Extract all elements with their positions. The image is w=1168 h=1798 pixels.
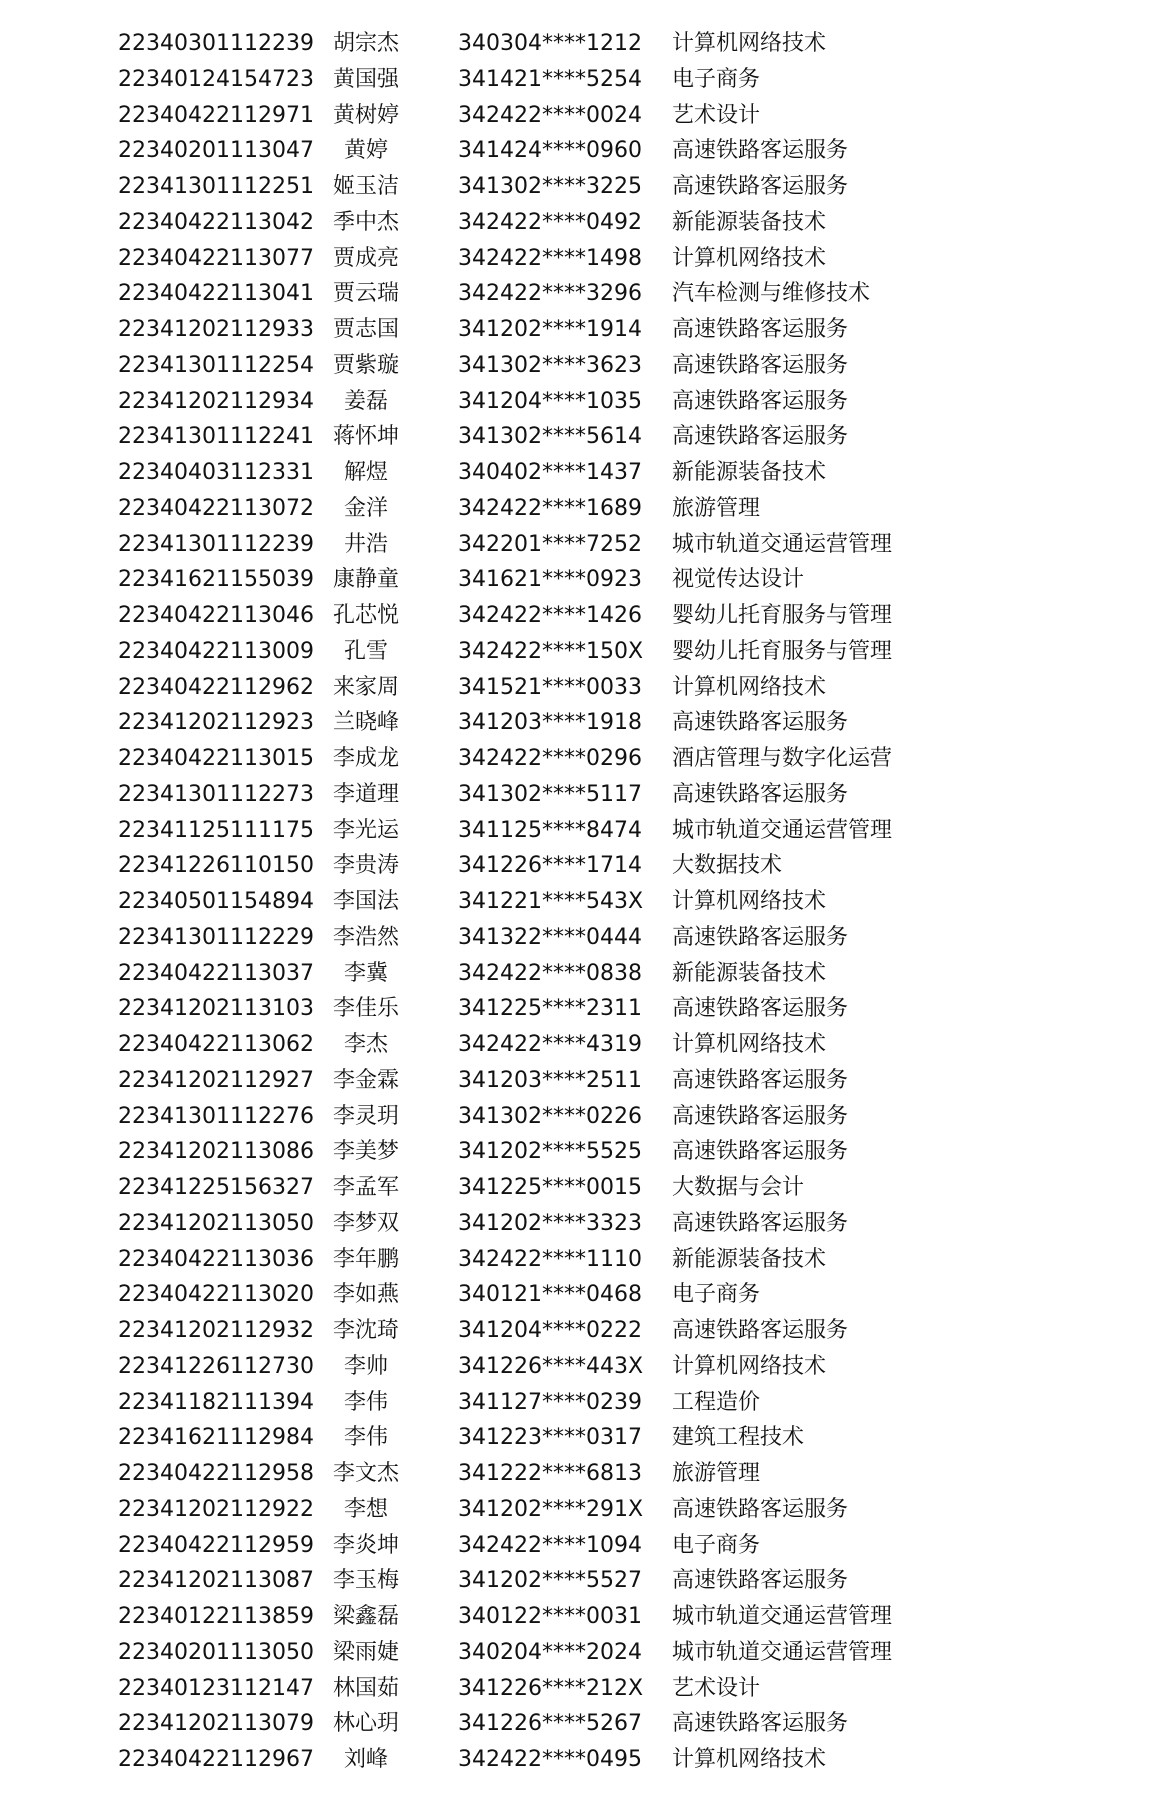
student-id: 22340422113037 — [118, 960, 314, 986]
major-name: 工程造价 — [672, 1389, 761, 1415]
student-id: 22340422112967 — [118, 1747, 314, 1772]
list-item — [0, 705, 1168, 741]
list-item — [0, 991, 1168, 1027]
student-name: 解煜 — [343, 460, 388, 485]
student-name: 李想 — [343, 1496, 388, 1522]
id-card-number: 341302****3623 — [458, 352, 642, 378]
student-name: 井浩 — [343, 531, 388, 557]
student-name: 林心玥 — [332, 1711, 399, 1737]
id-card-number: 342422****1110 — [458, 1246, 642, 1272]
list-item — [0, 1671, 1168, 1707]
id-card-number: 341222****6813 — [458, 1461, 642, 1486]
student-id: 22341125111175 — [118, 817, 314, 843]
list-item — [0, 1099, 1168, 1135]
id-card-number: 342422****150X — [458, 638, 644, 664]
student-name: 刘峰 — [343, 1747, 388, 1772]
id-card-number: 340204****2024 — [458, 1639, 642, 1665]
major-name: 城市轨道交通运营管理 — [672, 531, 893, 557]
id-card-number: 341223****0317 — [458, 1425, 642, 1451]
list-item — [0, 562, 1168, 598]
list-item — [0, 1528, 1168, 1564]
id-card-number: 341202****291X — [458, 1496, 644, 1522]
id-card-number: 342422****0296 — [458, 746, 642, 771]
list-item — [0, 1599, 1168, 1635]
id-card-number: 341226****443X — [458, 1353, 644, 1379]
student-id: 22340301112239 — [118, 31, 314, 56]
student-name: 李道理 — [332, 781, 399, 807]
major-name: 艺术设计 — [672, 1675, 761, 1701]
id-card-number: 341204****1035 — [458, 388, 642, 414]
major-name: 艺术设计 — [672, 102, 761, 128]
student-name: 黄树婷 — [332, 102, 399, 128]
student-id: 22341621112984 — [118, 1425, 314, 1451]
student-id: 22341301112273 — [118, 781, 314, 807]
list-item — [0, 98, 1168, 134]
id-card-number: 342422****4319 — [458, 1032, 642, 1057]
student-name: 季中杰 — [332, 209, 399, 235]
id-card-number: 341226****1714 — [458, 853, 642, 879]
id-card-number: 342422****0492 — [458, 209, 642, 235]
student-id: 22341202113050 — [118, 1210, 314, 1236]
major-name: 旅游管理 — [672, 1461, 761, 1486]
major-name: 婴幼儿托育服务与管理 — [672, 603, 893, 628]
id-card-number: 342422****0024 — [458, 102, 642, 128]
list-item — [0, 62, 1168, 98]
student-id: 22341301112251 — [118, 174, 314, 199]
student-id: 22340422113036 — [118, 1246, 314, 1272]
id-card-number: 340121****0468 — [458, 1282, 642, 1308]
list-item — [0, 1420, 1168, 1456]
student-name: 姬玉洁 — [332, 174, 399, 199]
list-item — [0, 598, 1168, 634]
id-card-number: 341226****5267 — [458, 1711, 642, 1737]
major-name: 高速铁路客运服务 — [672, 1210, 849, 1236]
id-card-number: 341421****5254 — [458, 66, 642, 92]
student-id: 22340422112959 — [118, 1532, 314, 1558]
student-id: 22340501154894 — [118, 889, 314, 914]
major-name: 高速铁路客运服务 — [672, 781, 849, 807]
id-card-number: 341225****2311 — [458, 996, 642, 1022]
student-id: 22340422113072 — [118, 495, 314, 521]
id-card-number: 340304****1212 — [458, 31, 642, 56]
student-name: 贾志国 — [332, 317, 399, 342]
list-item — [0, 1349, 1168, 1385]
major-name: 计算机网络技术 — [672, 31, 827, 56]
major-name: 旅游管理 — [672, 495, 761, 521]
major-name: 高速铁路客运服务 — [672, 317, 849, 342]
major-name: 大数据技术 — [672, 853, 783, 879]
major-name: 高速铁路客运服务 — [672, 424, 849, 450]
student-name: 来家周 — [332, 674, 399, 700]
major-name: 大数据与会计 — [672, 1175, 805, 1200]
student-id: 22341301112239 — [118, 531, 314, 557]
student-name: 李国法 — [332, 889, 399, 914]
id-card-number: 340122****0031 — [458, 1604, 642, 1629]
student-id: 22341301112276 — [118, 1103, 314, 1129]
student-id: 22341202112922 — [118, 1496, 314, 1522]
id-card-number: 342422****0838 — [458, 960, 642, 986]
student-name: 李美梦 — [332, 1139, 399, 1165]
list-item — [0, 1635, 1168, 1671]
student-name: 李冀 — [343, 960, 388, 986]
student-id: 22340422113009 — [118, 638, 314, 664]
student-id: 22341182111394 — [118, 1389, 314, 1415]
student-id: 22340201113050 — [118, 1639, 314, 1665]
list-item — [0, 1456, 1168, 1492]
id-card-number: 341203****2511 — [458, 1067, 642, 1093]
student-name: 黄国强 — [332, 66, 399, 92]
id-card-number: 342422****0495 — [458, 1747, 642, 1772]
id-card-number: 341204****0222 — [458, 1318, 642, 1343]
id-card-number: 342422****1498 — [458, 245, 642, 271]
list-item — [0, 1242, 1168, 1278]
id-card-number: 341302****0226 — [458, 1103, 642, 1129]
major-name: 婴幼儿托育服务与管理 — [672, 638, 893, 664]
major-name: 高速铁路客运服务 — [672, 1711, 849, 1737]
id-card-number: 342422****3296 — [458, 281, 642, 307]
list-item — [0, 777, 1168, 813]
list-item — [0, 1170, 1168, 1206]
id-card-number: 342201****7252 — [458, 531, 642, 557]
list-item — [0, 1706, 1168, 1742]
major-name: 计算机网络技术 — [672, 1032, 827, 1057]
list-item — [0, 848, 1168, 884]
list-item — [0, 241, 1168, 277]
student-name: 梁雨婕 — [332, 1639, 399, 1665]
major-name: 计算机网络技术 — [672, 674, 827, 700]
list-item — [0, 1563, 1168, 1599]
list-item — [0, 956, 1168, 992]
major-name: 电子商务 — [672, 66, 761, 92]
student-id: 22341226112730 — [118, 1353, 314, 1379]
list-item — [0, 348, 1168, 384]
student-name: 李年鹏 — [332, 1246, 399, 1272]
major-name: 计算机网络技术 — [672, 1747, 827, 1772]
major-name: 计算机网络技术 — [672, 1353, 827, 1379]
list-item — [0, 527, 1168, 563]
student-id: 22340422113046 — [118, 603, 314, 628]
id-card-number: 341424****0960 — [458, 138, 642, 164]
major-name: 高速铁路客运服务 — [672, 174, 849, 199]
major-name: 高速铁路客运服务 — [672, 1568, 849, 1594]
id-card-number: 341221****543X — [458, 889, 644, 914]
list-item — [0, 920, 1168, 956]
id-card-number: 341202****3323 — [458, 1210, 642, 1236]
student-name: 李浩然 — [332, 924, 399, 950]
student-name: 蒋怀坤 — [332, 424, 399, 450]
student-name: 李伟 — [343, 1425, 388, 1451]
list-item — [0, 634, 1168, 670]
student-id: 22340422113077 — [118, 245, 314, 271]
id-card-number: 341202****5525 — [458, 1139, 642, 1165]
student-id: 22340122113859 — [118, 1604, 314, 1629]
student-id: 22340422113062 — [118, 1032, 314, 1057]
student-name: 李贵涛 — [332, 853, 399, 879]
major-name: 酒店管理与数字化运营 — [672, 746, 893, 771]
student-id: 22340123112147 — [118, 1675, 314, 1701]
list-item — [0, 1206, 1168, 1242]
id-card-number: 341302****3225 — [458, 174, 642, 199]
id-card-number: 340402****1437 — [458, 460, 642, 485]
student-name: 贾云瑞 — [332, 281, 399, 307]
student-name: 李灵玥 — [332, 1103, 399, 1129]
student-id: 22341202112934 — [118, 388, 314, 414]
list-item — [0, 384, 1168, 420]
student-name: 李金霖 — [332, 1067, 399, 1093]
list-item — [0, 1027, 1168, 1063]
id-card-number: 341521****0033 — [458, 674, 642, 700]
list-item — [0, 491, 1168, 527]
student-name: 李炎坤 — [332, 1532, 399, 1558]
major-name: 建筑工程技术 — [672, 1425, 805, 1451]
student-id: 22341301112254 — [118, 352, 314, 378]
major-name: 高速铁路客运服务 — [672, 388, 849, 414]
major-name: 视觉传达设计 — [672, 567, 805, 593]
student-id: 22340422112971 — [118, 102, 314, 128]
id-card-number: 341302****5117 — [458, 781, 642, 807]
student-id: 22341301112229 — [118, 924, 314, 950]
list-item — [0, 169, 1168, 205]
list-item — [0, 1385, 1168, 1421]
major-name: 汽车检测与维修技术 — [672, 281, 871, 307]
student-id: 22340422113015 — [118, 746, 314, 771]
major-name: 高速铁路客运服务 — [672, 996, 849, 1022]
student-name: 姜磊 — [343, 388, 388, 414]
list-item — [0, 1277, 1168, 1313]
student-name: 李杰 — [343, 1032, 388, 1057]
student-id: 22341202112932 — [118, 1318, 314, 1343]
student-name: 李帅 — [343, 1353, 388, 1379]
list-item — [0, 205, 1168, 241]
student-id: 22340422113041 — [118, 281, 314, 307]
student-id: 22340403112331 — [118, 460, 314, 485]
list-item — [0, 813, 1168, 849]
major-name: 新能源装备技术 — [672, 209, 827, 235]
student-name: 贾紫璇 — [332, 352, 399, 378]
major-name: 高速铁路客运服务 — [672, 924, 849, 950]
list-item — [0, 312, 1168, 348]
student-id: 22340422113042 — [118, 209, 314, 235]
student-id: 22341202113079 — [118, 1711, 314, 1737]
major-name: 新能源装备技术 — [672, 1246, 827, 1272]
list-item — [0, 884, 1168, 920]
major-name: 电子商务 — [672, 1282, 761, 1308]
major-name: 高速铁路客运服务 — [672, 1496, 849, 1522]
list-item — [0, 455, 1168, 491]
list-item — [0, 419, 1168, 455]
student-name: 李沈琦 — [332, 1318, 399, 1343]
student-id: 22340201113047 — [118, 138, 314, 164]
major-name: 计算机网络技术 — [672, 245, 827, 271]
list-item — [0, 670, 1168, 706]
list-item — [0, 1492, 1168, 1528]
list-item — [0, 133, 1168, 169]
id-card-number: 341302****5614 — [458, 424, 642, 450]
student-name: 兰晓峰 — [332, 710, 399, 736]
major-name: 高速铁路客运服务 — [672, 138, 849, 164]
major-name: 高速铁路客运服务 — [672, 1067, 849, 1093]
student-id: 22341621155039 — [118, 567, 314, 593]
student-name: 李佳乐 — [332, 996, 399, 1022]
student-id: 22341202113087 — [118, 1568, 314, 1594]
id-card-number: 341127****0239 — [458, 1389, 642, 1415]
list-item — [0, 26, 1168, 62]
list-item — [0, 276, 1168, 312]
student-id: 22341225156327 — [118, 1175, 314, 1200]
student-id: 22340422112958 — [118, 1461, 314, 1486]
student-id: 22340422113020 — [118, 1282, 314, 1308]
major-name: 城市轨道交通运营管理 — [672, 1639, 893, 1665]
major-name: 高速铁路客运服务 — [672, 1103, 849, 1129]
id-card-number: 341621****0923 — [458, 567, 642, 593]
student-name: 李成龙 — [332, 746, 399, 771]
student-name: 胡宗杰 — [332, 31, 399, 56]
list-item — [0, 1134, 1168, 1170]
list-item — [0, 741, 1168, 777]
student-name: 李光运 — [332, 817, 399, 843]
student-name: 李伟 — [343, 1389, 388, 1415]
id-card-number: 341202****1914 — [458, 317, 642, 342]
student-name: 梁鑫磊 — [332, 1604, 399, 1629]
student-name: 黄婷 — [343, 138, 388, 164]
student-id: 22341226110150 — [118, 853, 314, 879]
student-name: 李如燕 — [332, 1282, 399, 1308]
id-card-number: 341203****1918 — [458, 710, 642, 736]
id-card-number: 341226****212X — [458, 1675, 644, 1701]
major-name: 高速铁路客运服务 — [672, 710, 849, 736]
student-name: 李梦双 — [332, 1210, 399, 1236]
roster-list — [0, 26, 1168, 1778]
student-id: 22341202113103 — [118, 996, 314, 1022]
id-card-number: 342422****1426 — [458, 603, 642, 628]
major-name: 计算机网络技术 — [672, 889, 827, 914]
id-card-number: 341202****5527 — [458, 1568, 642, 1594]
list-item — [0, 1313, 1168, 1349]
student-id: 22341202112923 — [118, 710, 314, 736]
student-id: 22341202112933 — [118, 317, 314, 342]
student-name: 贾成亮 — [332, 245, 399, 271]
major-name: 城市轨道交通运营管理 — [672, 1604, 893, 1629]
student-name: 孔雪 — [343, 638, 388, 664]
major-name: 城市轨道交通运营管理 — [672, 817, 893, 843]
student-id: 22341202112927 — [118, 1067, 314, 1093]
student-id: 22340422112962 — [118, 674, 314, 700]
student-name: 康静童 — [332, 567, 399, 593]
major-name: 高速铁路客运服务 — [672, 352, 849, 378]
id-card-number: 342422****1094 — [458, 1532, 642, 1558]
id-card-number: 341125****8474 — [458, 817, 642, 843]
student-name: 李玉梅 — [332, 1568, 399, 1594]
student-name: 李孟军 — [332, 1175, 399, 1200]
student-name: 孔芯悦 — [332, 603, 399, 628]
major-name: 新能源装备技术 — [672, 960, 827, 986]
student-id: 22341202113086 — [118, 1139, 314, 1165]
major-name: 新能源装备技术 — [672, 460, 827, 485]
student-id: 22340124154723 — [118, 66, 314, 92]
id-card-number: 341322****0444 — [458, 924, 642, 950]
list-item — [0, 1742, 1168, 1778]
id-card-number: 341225****0015 — [458, 1175, 642, 1200]
student-name: 李文杰 — [332, 1461, 399, 1486]
major-name: 电子商务 — [672, 1532, 761, 1558]
major-name: 高速铁路客运服务 — [672, 1318, 849, 1343]
major-name: 高速铁路客运服务 — [672, 1139, 849, 1165]
id-card-number: 342422****1689 — [458, 495, 642, 521]
student-name: 林国茹 — [332, 1675, 399, 1701]
student-name: 金洋 — [343, 495, 388, 521]
student-id: 22341301112241 — [118, 424, 314, 450]
list-item — [0, 1063, 1168, 1099]
